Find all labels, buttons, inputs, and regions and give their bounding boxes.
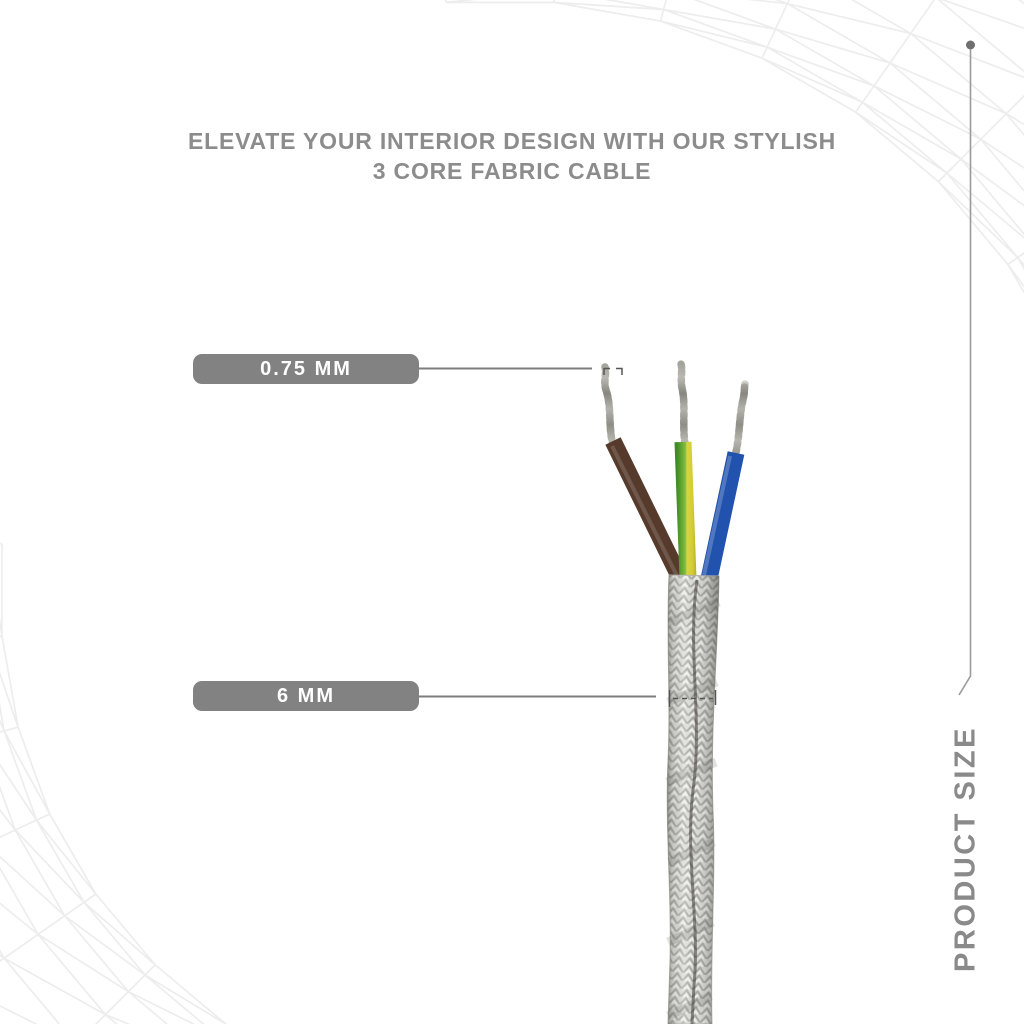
bracket-6mm	[670, 690, 716, 707]
bracket-075mm	[604, 369, 622, 376]
wire-metal-tips	[605, 364, 745, 452]
headline	[0, 126, 1024, 186]
ruler-dot	[966, 41, 975, 50]
mesh-pattern-bottom-left	[0, 519, 484, 1024]
cable-cores	[612, 441, 736, 580]
green-yellow-earth-wire	[683, 442, 688, 579]
measurement-label-wire-diameter	[193, 354, 419, 384]
blue-neutral-wire	[709, 453, 736, 579]
product-size-caption: PRODUCT SIZE	[949, 726, 982, 972]
braided-sheath	[667, 575, 719, 1024]
headline-line1: ELEVATE YOUR INTERIOR DESIGN WITH OUR STYLISH	[187, 128, 837, 154]
cable-diameter-value: 6 MM	[277, 684, 335, 707]
measurement-label-cable-diameter	[193, 681, 419, 711]
brown-live-wire	[613, 441, 681, 580]
headline-line2: 3 CORE FABRIC CABLE	[372, 158, 652, 184]
wire-diameter-value: 0.75 MM	[260, 357, 352, 380]
